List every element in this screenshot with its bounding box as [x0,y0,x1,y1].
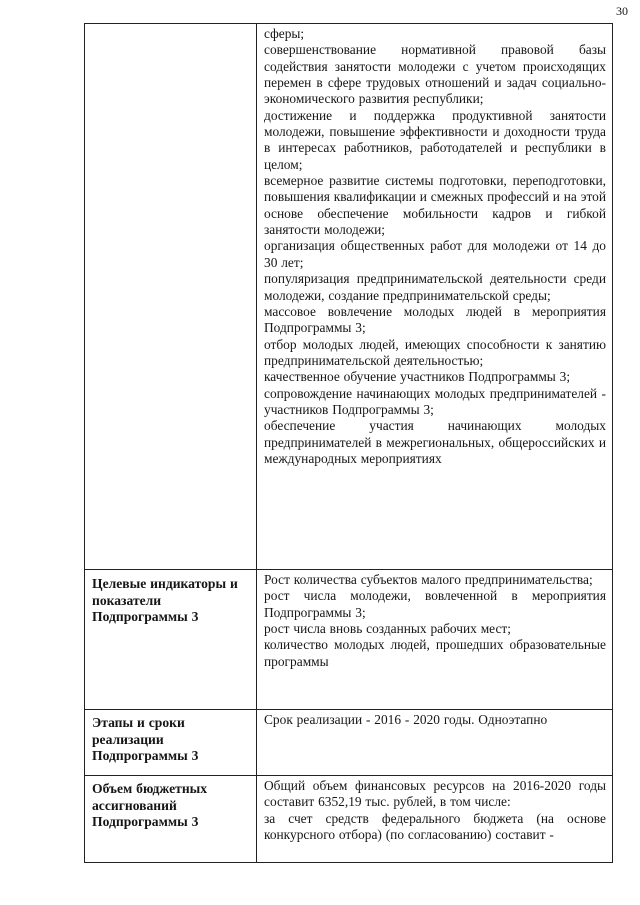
row-content [257,570,613,710]
table-row-stages [85,710,613,776]
page-number: 30 [616,4,628,18]
row-label [85,24,257,570]
table-row-tasks [85,24,613,570]
paragraph: обеспечение участия начинающих молодых предпринимателей в межрегиональных, общероссийских и международных мероприятиях [264,418,606,466]
paragraph: организация общественных работ для молодежи от 14 до 30 лет; [264,238,606,270]
table-row-budget [85,776,613,863]
paragraph: Срок реализации - 2016 - 2020 годы. Одноэтапно [264,712,548,727]
paragraph: совершенствование нормативной правовой базы содействия занятости молодежи с учетом происходящих перемен в сфере трудовых отношений и задач социально-экономического развития республики; [264,42,606,107]
row-label: Объем бюджетных ассигнований Подпрограммы 3 [85,776,257,863]
paragraph: количество молодых людей, прошедших образовательные программы [264,637,606,669]
paragraph: Общий объем финансовых ресурсов на 2016-2020 годы составит 6352,19 тыс. рублей, в том числе: [264,778,606,810]
row-content [257,710,613,776]
table-row-indicators [85,570,613,710]
row-content [257,24,613,570]
paragraph: отбор молодых людей, имеющих способности к занятию предпринимательской деятельностью; [264,336,606,368]
row-label: Целевые индикаторы и показатели Подпрограммы 3 [85,570,257,710]
paragraph: достижение и поддержка продуктивной занятости молодежи, повышение эффективности и доходности труда в интересах работников, работодателей и республики в целом; [264,107,606,172]
paragraph: рост числа молодежи, вовлеченной в мероприятия Подпрограммы 3; [264,588,606,620]
paragraph: за счет средств федерального бюджета (на основе конкурсного отбора) (по согласованию) составит - [264,810,606,843]
row-content [257,776,613,863]
row-label: Этапы и сроки реализации Подпрограммы 3 [85,710,257,776]
paragraph: качественное обучение участников Подпрограммы 3; [264,369,571,385]
paragraph: рост числа вновь созданных рабочих мест; [264,621,511,637]
paragraph: всемерное развитие системы подготовки, переподготовки, повышения квалификации и смежных профессий и на этой основе обеспечение мобильности кадров и гибкой занятости молодежи; [264,173,606,238]
paragraph: массовое вовлечение молодых людей в мероприятия Подпрограммы 3; [264,303,606,336]
paragraph: сферы; [264,26,305,41]
paragraph: популяризация предпринимательской деятельности среди молодежи, создание предпринимательской среды; [264,271,606,303]
passport-table [84,23,613,863]
paragraph: сопровождение начинающих молодых предпринимателей - участников Подпрограммы 3; [264,385,606,417]
paragraph: Рост количества субъектов малого предпринимательства; [264,572,593,587]
